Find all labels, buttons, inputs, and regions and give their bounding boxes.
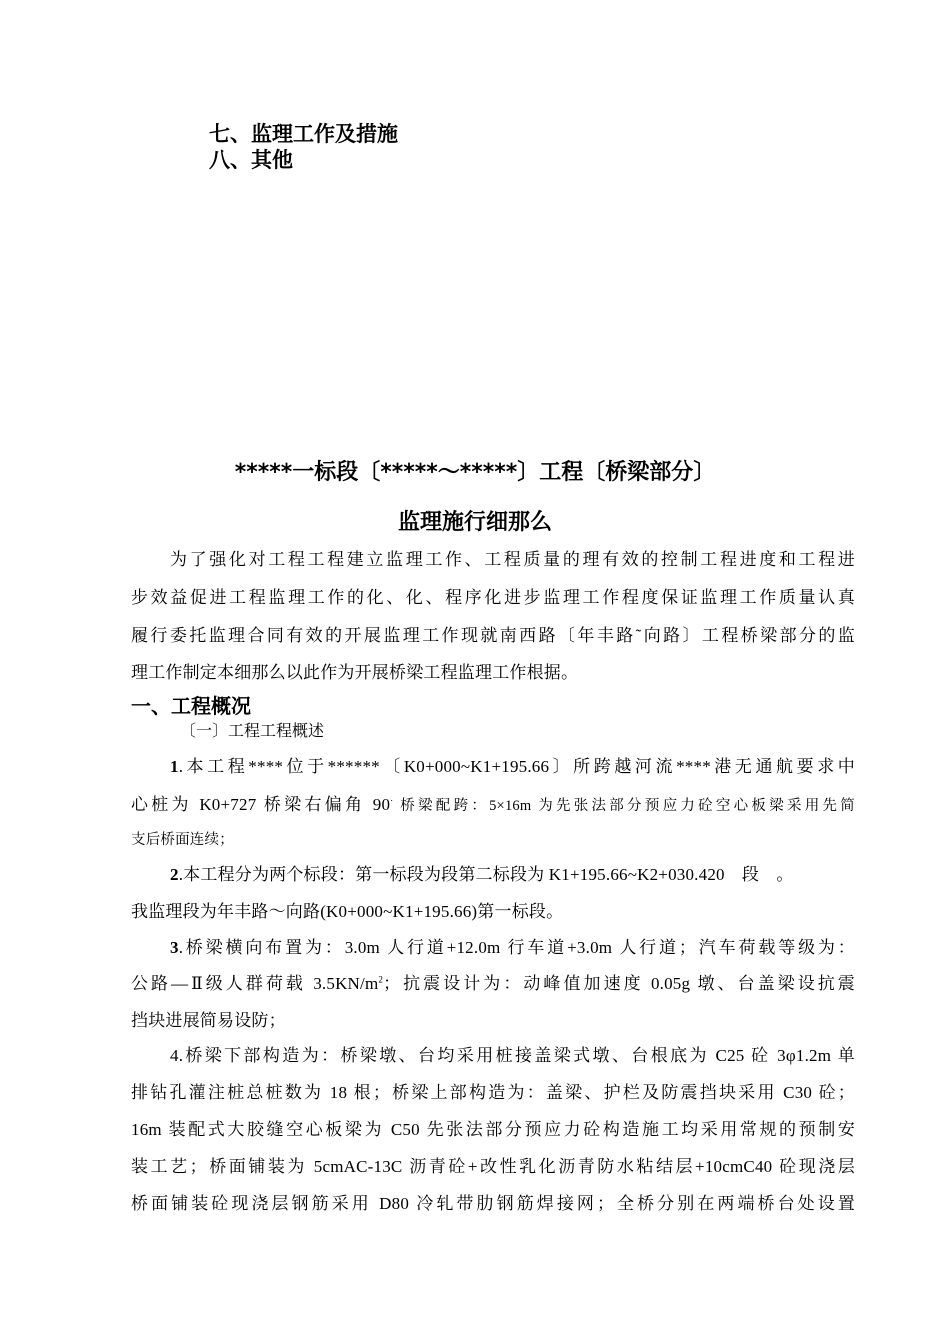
p2-line-2: 我监理段为年丰路～向路(K0+000~K1+195.66)第一标段。 — [131, 902, 564, 921]
p1-line-2 — [131, 790, 855, 815]
p3-number: 3 — [170, 938, 179, 957]
toc-item-7: 七、监理工作及措施 — [209, 122, 398, 146]
intro-line-3: 履行委托监理合同有效的开展监理工作现就南西路〔年丰路˜向路〕工程桥梁部分的监 — [131, 626, 855, 645]
section-heading-overview: 一、工程概况 — [131, 694, 251, 718]
p3-line-2b: ；抗震设计为：动峰值加速度 0.05g 墩、台盖梁设抗震 — [383, 974, 855, 993]
p1-line-3: 支后桥面连续； — [131, 832, 234, 848]
p1-line-2b: 桥梁配跨：5×16m 为先张法部分预应力砼空心板梁采用先简 — [393, 798, 855, 814]
p3-line-1-text: .桥梁横向布置为：3.0m 人行道+12.0m 行车道+3.0m 人行道；汽车荷载等级为： — [178, 938, 855, 957]
p2-number: 2 — [170, 865, 179, 884]
p4-line-5: 桥面铺装砼现浇层钢筋采用 D80 冷轧带肋钢筋焊接网；全桥分别在两端桥台处设置 — [131, 1194, 855, 1213]
p4-line-1: 4.桥梁下部构造为：桥梁墩、台均采用桩接盖梁式墩、台根底为 C25 砼 3φ1.2m 单 — [170, 1046, 855, 1065]
document-title: *****一标段〔*****～*****〕工程〔桥梁部分〕 — [234, 460, 716, 485]
p1-line-1 — [170, 752, 855, 777]
p4-line-2: 排钻孔灌注桩总桩数为 18 根；桥梁上部构造为：盖梁、护栏及防震挡块采用 C30 砼； — [131, 1083, 855, 1102]
intro-line-1: 为了强化对工程工程建立监理工作、工程质量的理有效的控制工程进度和工程进 — [170, 550, 855, 569]
p4-line-3: 16m 装配式大胶缝空心板梁为 C50 先张法部分预应力砼构造施工均采用常规的预制安 — [131, 1120, 855, 1139]
p3-line-2 — [131, 969, 855, 994]
p3-line-2a: 公路—Ⅱ级人群荷载 3.5KN/m — [131, 974, 379, 993]
p3-line-1 — [170, 933, 855, 958]
p1-degree-mark: · — [390, 795, 394, 806]
p4-line-4: 装工艺；桥面铺装为 5cmAC-13C 沥青砼+改性乳化沥青防水粘结层+10cmC40 砼现浇层 — [131, 1157, 855, 1176]
p1-line-1-text: .本工程****位于******〔K0+000~K1+195.66〕所跨越河流****港无通航要求中 — [178, 757, 855, 776]
document-subtitle: 监理施行细那么 — [397, 510, 552, 535]
p3-line-3: 挡块进展简易设防； — [131, 1011, 286, 1030]
p1-line-2a: 心桩为 K0+727 桥梁右偏角 90 — [131, 795, 391, 814]
subsection-heading: 〔一〕工程工程概述 — [180, 723, 325, 740]
intro-line-4: 理工作制定本细那么以此作为开展桥梁工程监理工作根据。 — [131, 663, 579, 682]
p2-line-1-text: .本工程分为两个标段：第一标段为段第二标段为 K1+195.66~K2+030.420 段 。 — [178, 865, 794, 884]
p3-superscript: 2 — [378, 974, 384, 985]
p1-number: 1 — [170, 757, 179, 776]
p2-line-1 — [170, 860, 855, 885]
intro-line-2: 步效益促进工程监理工作的化、化、程序化进步监理工作程度保证监理工作质量认真 — [131, 588, 855, 607]
toc-item-8: 八、其他 — [209, 148, 293, 172]
